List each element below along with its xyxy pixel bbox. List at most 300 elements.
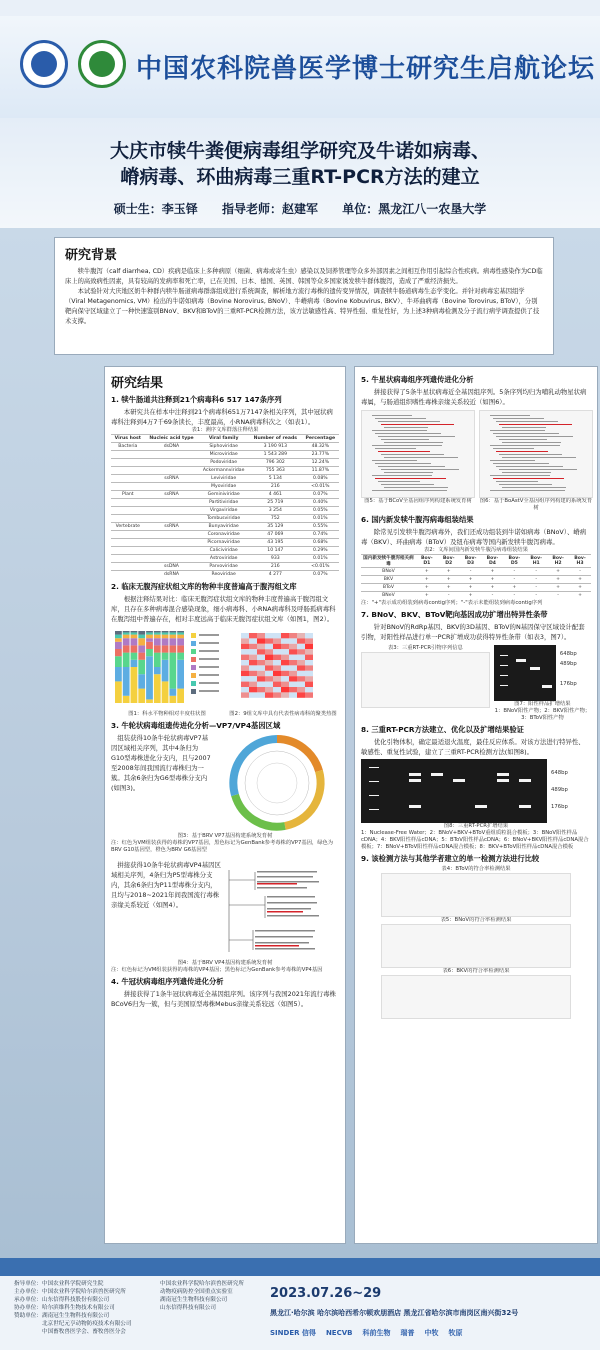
fig1-bar-segment bbox=[123, 695, 130, 702]
results-heading: 研究结果 bbox=[111, 376, 164, 391]
organizer-line: 协办单位：哈尔滨维科生物技术有限公司 bbox=[14, 1305, 115, 1311]
table1-cell bbox=[145, 451, 199, 459]
table2-header-7: Bov-H2 bbox=[547, 555, 569, 568]
table2-note: 注："+"表示成功组装到病毒contig序列；"-"表示未能组装到病毒contig序列 bbox=[361, 599, 543, 606]
fig2-heat-cell bbox=[297, 665, 305, 670]
fig1-bar-segment bbox=[177, 632, 184, 634]
fig8-band-1: 648bp bbox=[551, 770, 568, 776]
table1-cell: ssRNA bbox=[145, 491, 199, 499]
table1-cell bbox=[145, 459, 199, 467]
table2-header-1: Bov-D1 bbox=[416, 555, 438, 568]
fig2-heat-cell bbox=[273, 638, 281, 643]
fig1-bar-segment bbox=[123, 631, 130, 632]
table1-cell: Caliciviridae bbox=[198, 547, 249, 555]
fig2-heat-cell bbox=[241, 681, 249, 686]
table2-header-3: Bov-D3 bbox=[460, 555, 482, 568]
fig2-heat-cell bbox=[241, 638, 249, 643]
fig1-legend-swatch bbox=[191, 681, 196, 686]
fig2-heat-cell bbox=[305, 692, 313, 697]
fig2-heat-cell bbox=[241, 643, 249, 648]
table1-cell: 48.32% bbox=[302, 443, 339, 451]
fig1-bar-segment bbox=[154, 638, 161, 645]
table1-cell bbox=[111, 531, 145, 539]
fig1-bar-segment bbox=[123, 652, 130, 666]
fig2-heat-cell bbox=[281, 676, 289, 681]
table2-cell: + bbox=[482, 568, 504, 576]
fig1-bar-segment bbox=[154, 632, 161, 634]
table1 bbox=[111, 434, 339, 579]
fig1-bar-segment bbox=[131, 638, 138, 645]
table2-header-4: Bov-D4 bbox=[482, 555, 504, 568]
fig2-heat-cell bbox=[305, 670, 313, 675]
table2-cell: - bbox=[482, 592, 504, 600]
fig2-heat-cell bbox=[297, 643, 305, 648]
fig2-heat-cell bbox=[265, 687, 273, 692]
fig2-heat-cell bbox=[257, 638, 265, 643]
fig1-bar-segment bbox=[162, 634, 169, 638]
fig1-bar-segment bbox=[131, 652, 138, 659]
fig1-bar-segment bbox=[131, 645, 138, 652]
table1-cell bbox=[145, 467, 199, 475]
fig7-band-3: 176bp bbox=[559, 680, 577, 687]
fig2-heat-cell bbox=[265, 676, 273, 681]
fig1-bar-segment bbox=[146, 634, 153, 638]
fig2-heat-cell bbox=[265, 665, 273, 670]
fig2-heat-cell bbox=[281, 692, 289, 697]
table1-cell: 11.87% bbox=[302, 467, 339, 475]
table1-cell: <0.01% bbox=[302, 483, 339, 491]
table2-cell: + bbox=[416, 584, 438, 592]
fig2-heat-cell bbox=[273, 670, 281, 675]
fig1-bar-segment bbox=[162, 631, 169, 632]
fig5-tree-image bbox=[361, 410, 475, 498]
fig2-heat-cell bbox=[289, 670, 297, 675]
fig4-phylo-tree bbox=[225, 860, 339, 960]
title-line-2: 嵴病毒、环曲病毒三重RT-PCR方法的建立 bbox=[120, 166, 480, 188]
s6-text: 除常见引发犊牛腹泻病毒外，我们还成功组装到牛诺如病毒（BNoV）、嵴病毒（BKV）、环曲病毒（BToV）及纽布病毒等国内新发犊牛腹泻病毒。 bbox=[361, 528, 587, 546]
fig2-heat-cell bbox=[265, 670, 273, 675]
table1-cell bbox=[111, 451, 145, 459]
table2-cell: + bbox=[460, 576, 482, 584]
table1-cell: 0.05% bbox=[302, 507, 339, 515]
table2-cell: + bbox=[569, 584, 591, 592]
fig2-heat-cell bbox=[281, 665, 289, 670]
table5-caption: 表5：BNoV的符合率检测结果 bbox=[440, 916, 512, 923]
fig1-bar-segment bbox=[146, 632, 153, 634]
fig1-bar-segment bbox=[177, 631, 184, 632]
fig2-heat-cell bbox=[289, 692, 297, 697]
table1-cell: 43 195 bbox=[249, 539, 302, 547]
fig2-heat-cell bbox=[281, 654, 289, 659]
table1-cell: Picornaviridae bbox=[198, 539, 249, 547]
fig1-bar-segment bbox=[115, 634, 122, 638]
table1-row bbox=[111, 555, 339, 563]
table2-cell: BKV bbox=[361, 576, 416, 584]
organizer-line: 承办单位：山东信得科技股份有限公司 bbox=[14, 1297, 110, 1303]
table2-cell: - bbox=[503, 592, 525, 600]
fig7-band-2: 489bp bbox=[559, 660, 577, 667]
fig2-heat-cell bbox=[273, 681, 281, 686]
table1-header-4: Percentage bbox=[302, 435, 339, 443]
fig2-heat-cell bbox=[289, 660, 297, 665]
fig1-bar-segment bbox=[138, 674, 145, 688]
sponsor-logo: 牧原 bbox=[448, 1329, 463, 1337]
fig1-bar-segment bbox=[123, 632, 130, 634]
table1-cell: Bunyaviridae bbox=[198, 523, 249, 531]
table1-cell: 1 543 289 bbox=[249, 451, 302, 459]
fig2-heat-cell bbox=[257, 687, 265, 692]
fig2-heat-cell bbox=[265, 654, 273, 659]
fig1-legend-swatch bbox=[191, 649, 196, 654]
table1-cell: 0.68% bbox=[302, 539, 339, 547]
fig1-bar-segment bbox=[146, 649, 153, 656]
table1-cell: Ackermannviridae bbox=[198, 467, 249, 475]
table3-caption: 表3：三重RT-PCR引物序列信息 bbox=[387, 644, 463, 651]
table1-cell bbox=[111, 475, 145, 483]
table1-cell: Astroviridae bbox=[198, 555, 249, 563]
fig2-heat-cell bbox=[305, 654, 313, 659]
table1-cell bbox=[145, 547, 199, 555]
table1-cell bbox=[111, 467, 145, 475]
fig1-bar-segment bbox=[138, 688, 145, 702]
background-para-1: 犊牛腹泻（calf diarrhea, CD）疾病是临床上多种病原（细菌、病毒或寄生虫）感染以及饲养管理等众多外部因素之间相互作用引起综合性疾病。病毒性感染作为CD临床上的高致病性因素，具有较高的发病率和死亡率，已在美国、日本、德国、英国、韩国等众多国家诱发犊牛群体腹泻，造成了严重经济损失。 bbox=[65, 268, 543, 285]
organizer-line: 指导单位：中国农业科学院研究生院 bbox=[14, 1281, 104, 1287]
table1-cell bbox=[111, 459, 145, 467]
table1-cell: Leviviridae bbox=[198, 475, 249, 483]
fig2-heat-cell bbox=[273, 654, 281, 659]
organizer-line: 中国畜牧兽医学会、畜牧兽医分会 bbox=[14, 1329, 126, 1335]
fig7-band-1: 648bp bbox=[559, 650, 577, 657]
table1-row bbox=[111, 499, 339, 507]
table1-cell bbox=[145, 483, 199, 491]
s7-title: 7. BNoV、BKV、BToV靶向基因成功扩增出特异性条带 bbox=[361, 609, 548, 619]
sponsor-logo: SINDER 信得 bbox=[270, 1329, 316, 1337]
fig1-legend-swatch bbox=[191, 641, 196, 646]
fig1-bar-segment bbox=[177, 634, 184, 638]
table1-cell: 12.24% bbox=[302, 459, 339, 467]
organizer-line: 北京世纪元亨动物防疫技术有限公司 bbox=[14, 1321, 132, 1327]
table2-header-0: 国内新发犊牛腹泻相关病毒 bbox=[361, 555, 416, 568]
table2-cell: - bbox=[525, 592, 547, 600]
s6-title: 6. 国内新发犊牛腹泻病毒组装结果 bbox=[361, 515, 474, 524]
fig2-heat-cell bbox=[305, 665, 313, 670]
fig1-bar-segment bbox=[138, 659, 145, 673]
table1-cell bbox=[111, 507, 145, 515]
fig2-heat-cell bbox=[265, 660, 273, 665]
fig1-bar-segment bbox=[154, 674, 161, 703]
fig2-heat-cell bbox=[257, 681, 265, 686]
table1-cell bbox=[145, 531, 199, 539]
fig7-gel bbox=[494, 645, 556, 701]
fig1-bar-segment bbox=[177, 688, 184, 702]
table1-cell: Coronaviridae bbox=[198, 531, 249, 539]
table1-cell: 25 719 bbox=[249, 499, 302, 507]
fig1-bar-segment bbox=[177, 638, 184, 645]
fig1-bar-segment bbox=[131, 634, 138, 638]
table1-cell: 0.08% bbox=[302, 475, 339, 483]
fig1-bar-segment bbox=[146, 638, 153, 642]
organizers-list bbox=[14, 1280, 131, 1336]
fig4-note: 注：红色标记为VM组装获得的毒株的VP4基因；黑色标记为GenBank参考毒株的VP4基因 bbox=[111, 966, 323, 973]
table6-caption: 表6：BKV的符合率检测结果 bbox=[442, 967, 510, 974]
table1-cell: 933 bbox=[249, 555, 302, 563]
fig1-bar-segment bbox=[177, 659, 184, 688]
institute-logo-icon bbox=[78, 40, 126, 88]
fig1-bar-segment bbox=[154, 645, 161, 652]
table1-cell: 35 129 bbox=[249, 523, 302, 531]
fig1-legend-swatch bbox=[191, 657, 196, 662]
fig2-heat-cell bbox=[297, 633, 305, 638]
table2-cell: + bbox=[438, 584, 460, 592]
fig1-bar-segment bbox=[115, 631, 122, 635]
organizer-line: 主办单位：中国农业科学院哈尔滨兽医研究所 bbox=[14, 1289, 126, 1295]
table2-cell: BToV bbox=[361, 584, 416, 592]
organizers-list-2 bbox=[160, 1280, 244, 1312]
fig1-bar-segment bbox=[131, 659, 138, 666]
fig8-band-2: 489bp bbox=[551, 787, 568, 793]
table2-cell: + bbox=[547, 576, 569, 584]
table1-cell: 0.55% bbox=[302, 523, 339, 531]
table1-cell: 755 363 bbox=[249, 467, 302, 475]
table1-cell: 3 254 bbox=[249, 507, 302, 515]
fig1-bar-segment bbox=[138, 645, 145, 652]
fig1-bar-segment bbox=[162, 681, 169, 703]
table1-cell: Microviridae bbox=[198, 451, 249, 459]
fig1-bar-segment bbox=[169, 638, 176, 645]
table2-cell: - bbox=[503, 568, 525, 576]
table1-cell: 0.40% bbox=[302, 499, 339, 507]
header-strip bbox=[0, 0, 600, 16]
fig1-stacked-bar-chart bbox=[111, 627, 223, 707]
fig1-bar-segment bbox=[162, 659, 169, 681]
fig1-bar-segment bbox=[115, 681, 122, 703]
fig2-heat-cell bbox=[265, 649, 273, 654]
fig2-heat-cell bbox=[289, 633, 297, 638]
table2-cell: - bbox=[569, 568, 591, 576]
fig1-bar-segment bbox=[115, 638, 122, 642]
table1-cell: 216 bbox=[249, 483, 302, 491]
fig4-caption: 图4：基于BRV VP4基因构建系统发育树 bbox=[177, 959, 273, 966]
table1-cell bbox=[111, 515, 145, 523]
fig1-bar-segment bbox=[154, 631, 161, 632]
fig2-heat-cell bbox=[257, 633, 265, 638]
fig8-caption: 图8：三重RT-PCR扩增结果 bbox=[443, 822, 509, 829]
s2-title: 2. 临床无腹泻症状组文库的物种丰度普遍高于腹泻组文库 bbox=[111, 581, 297, 591]
fig2-heat-cell bbox=[281, 643, 289, 648]
organizer-line-2: 动物疫病防控全国重点实验室 bbox=[160, 1289, 233, 1295]
table1-cell: 752 bbox=[249, 515, 302, 523]
fig2-heat-cell bbox=[249, 649, 257, 654]
fig1-legend-swatch bbox=[191, 633, 196, 638]
fig2-heat-cell bbox=[281, 670, 289, 675]
table6-image bbox=[381, 975, 571, 1019]
forum-title: 中国农科院兽医学博士研究生启航论坛 bbox=[136, 54, 596, 84]
sponsor-logo: 中牧 bbox=[424, 1329, 439, 1337]
table2-cell: BNoV bbox=[361, 568, 416, 576]
table1-cell: Parvoviridae bbox=[198, 563, 249, 571]
s1-title: 1. 犊牛肠道共注释到21个病毒科6 517 147条序列 bbox=[111, 395, 282, 404]
table1-cell: 796 302 bbox=[249, 459, 302, 467]
fig2-heat-cell bbox=[289, 665, 297, 670]
table2-cell: + bbox=[503, 584, 525, 592]
fig1-bar-segment bbox=[162, 638, 169, 645]
table2-cell: - bbox=[460, 568, 482, 576]
sponsor-logo: 科前生物 bbox=[362, 1329, 391, 1337]
table1-cell bbox=[111, 563, 145, 571]
fig1-bar-segment bbox=[169, 652, 176, 688]
fig2-heat-cell bbox=[305, 638, 313, 643]
table2-cell: + bbox=[569, 576, 591, 584]
table1-row bbox=[111, 467, 339, 475]
fig2-heat-cell bbox=[305, 676, 313, 681]
table1-cell bbox=[111, 539, 145, 547]
caas-logo-icon bbox=[20, 40, 68, 88]
table3-image bbox=[361, 652, 490, 708]
fig2-heat-cell bbox=[305, 681, 313, 686]
event-date: 2023.07.26~29 bbox=[270, 1286, 382, 1301]
fig1-bar-segment bbox=[131, 667, 138, 703]
table1-row bbox=[111, 539, 339, 547]
table2-cell: + bbox=[438, 568, 460, 576]
fig2-heat-cell bbox=[241, 660, 249, 665]
table2-cell: + bbox=[416, 592, 438, 600]
table1-header-2: Viral family bbox=[198, 435, 249, 443]
table1-cell bbox=[145, 515, 199, 523]
table1-cell: 5 134 bbox=[249, 475, 302, 483]
table1-row bbox=[111, 563, 339, 571]
fig2-heat-cell bbox=[241, 654, 249, 659]
organizer-line: 赞助单位：湖南冠生生物科技有限公司 bbox=[14, 1313, 110, 1319]
fig2-heat-cell bbox=[265, 633, 273, 638]
fig2-heat-cell bbox=[297, 654, 305, 659]
fig2-heat-cell bbox=[257, 670, 265, 675]
fig1-bar-segment bbox=[169, 631, 176, 632]
table2-header-6: Bov-H1 bbox=[525, 555, 547, 568]
fig1-bar-segment bbox=[115, 649, 122, 656]
poster-title bbox=[20, 138, 580, 190]
fig2-heat-cell bbox=[289, 649, 297, 654]
table1-row bbox=[111, 547, 339, 555]
fig2-heat-cell bbox=[257, 649, 265, 654]
table1-cell: 4 277 bbox=[249, 571, 302, 579]
fig1-bar-segment bbox=[177, 645, 184, 652]
table1-row bbox=[111, 571, 339, 579]
table1-row bbox=[111, 443, 339, 451]
advisor: 指导老师：赵建军 bbox=[221, 202, 318, 216]
table5-image bbox=[381, 924, 571, 968]
fig1-legend-swatch bbox=[191, 665, 196, 670]
fig2-heat-cell bbox=[249, 676, 257, 681]
fig2-heat-cell bbox=[273, 649, 281, 654]
fig1-bar-segment bbox=[115, 656, 122, 667]
s5-title: 5. 牛星状病毒组序列遗传进化分析 bbox=[361, 375, 474, 384]
table2-cell: - bbox=[525, 576, 547, 584]
fig2-heat-cell bbox=[297, 638, 305, 643]
fig2-heat-cell bbox=[241, 649, 249, 654]
fig2-heat-cell bbox=[257, 692, 265, 697]
s3-text-a: 组装获得10条牛轮状病毒VP7基因区域相关序列，其中4条归为G10型毒株进化分支内，且与2007至2008年间我国流行毒株归为一簇。其余6条归为G6型毒株分支内(如图3)。 bbox=[111, 733, 211, 792]
s9-title: 9. 该检测方法与其他学者建立的单一检测方法进行比较 bbox=[361, 853, 540, 863]
fig2-heat-cell bbox=[273, 660, 281, 665]
table1-row bbox=[111, 459, 339, 467]
fig1-bar-segment bbox=[115, 641, 122, 648]
fig2-heat-cell bbox=[249, 638, 257, 643]
fig2-heat-cell bbox=[281, 681, 289, 686]
table2-cell: BNeV bbox=[361, 592, 416, 600]
fig2-heat-cell bbox=[305, 649, 313, 654]
fig2-heat-cell bbox=[257, 676, 265, 681]
fig1-bar-segment bbox=[146, 641, 153, 648]
fig1-bar-segment bbox=[138, 631, 145, 635]
fig1-bar-segment bbox=[154, 634, 161, 638]
fig1-bar-segment bbox=[146, 656, 153, 699]
table1-cell: ssDNA bbox=[145, 563, 199, 571]
fig2-heat-cell bbox=[257, 643, 265, 648]
table4-caption: 表4：BToV的符合率检测结果 bbox=[441, 865, 511, 872]
fig1-bar-segment bbox=[138, 638, 145, 645]
table1-cell: <0.01% bbox=[302, 563, 339, 571]
table2-cell: + bbox=[460, 592, 482, 600]
table1-header-0: Virus host bbox=[111, 435, 145, 443]
table1-header-3: Number of reads bbox=[249, 435, 302, 443]
table2-row bbox=[361, 584, 591, 592]
fig2-heat-cell bbox=[281, 638, 289, 643]
fig2-heat-cell bbox=[257, 665, 265, 670]
author-line bbox=[20, 200, 580, 217]
fig2-heat-cell bbox=[297, 681, 305, 686]
table1-cell bbox=[145, 507, 199, 515]
table1-row bbox=[111, 451, 339, 459]
fig2-heat-cell bbox=[241, 692, 249, 697]
fig2-heat-cell bbox=[297, 676, 305, 681]
fig2-heat-cell bbox=[249, 665, 257, 670]
fig1-legend-swatch bbox=[191, 673, 196, 678]
fig2-heat-cell bbox=[305, 643, 313, 648]
fig2-heat-cell bbox=[289, 654, 297, 659]
table1-row bbox=[111, 523, 339, 531]
fig2-heat-cell bbox=[249, 654, 257, 659]
organizer-line-2: 山东信得科技有限公司 bbox=[160, 1305, 216, 1311]
fig1-bar-segment bbox=[138, 634, 145, 638]
fig1-bar-segment bbox=[131, 631, 138, 632]
table2-row bbox=[361, 568, 591, 576]
fig3-circular-tree bbox=[215, 733, 339, 833]
table1-cell: 0.07% bbox=[302, 491, 339, 499]
fig1-bar-segment bbox=[169, 695, 176, 702]
fig2-heat-cell bbox=[297, 649, 305, 654]
table1-cell: 4 461 bbox=[249, 491, 302, 499]
table2-cell: + bbox=[416, 576, 438, 584]
table2-cell: - bbox=[503, 576, 525, 584]
sponsor-logos bbox=[270, 1328, 472, 1338]
table1-row bbox=[111, 491, 339, 499]
table1-cell bbox=[145, 555, 199, 563]
fig6-caption: 图6：基于BoAstV全基因组序列构建的系统发育树 bbox=[479, 498, 593, 511]
fig2-heat-cell bbox=[297, 660, 305, 665]
fig3-caption: 图3：基于BRV VP7基因构建系统发育树 bbox=[177, 832, 273, 839]
s1-text: 本研究共在样本中注释到21个病毒科651万7147条相关序列，其中冠状病毒科注释到4万7千69条读长，丰度最高，小RNA病毒科次之（如表1）。 bbox=[111, 408, 333, 426]
results-right-panel bbox=[354, 366, 598, 1244]
fig1-bar-segment bbox=[146, 699, 153, 703]
table2-cell: + bbox=[482, 584, 504, 592]
fig2-caption: 图2：9组文库中具有代表性病毒科的聚类热图 bbox=[229, 710, 337, 717]
table2-cell: + bbox=[460, 584, 482, 592]
table2-header-5: Bov-D5 bbox=[503, 555, 525, 568]
fig2-heat-cell bbox=[273, 692, 281, 697]
fig6-tree-image bbox=[479, 410, 593, 498]
table1-cell: Tombusviridae bbox=[198, 515, 249, 523]
table1-cell: dsDNA bbox=[145, 443, 199, 451]
